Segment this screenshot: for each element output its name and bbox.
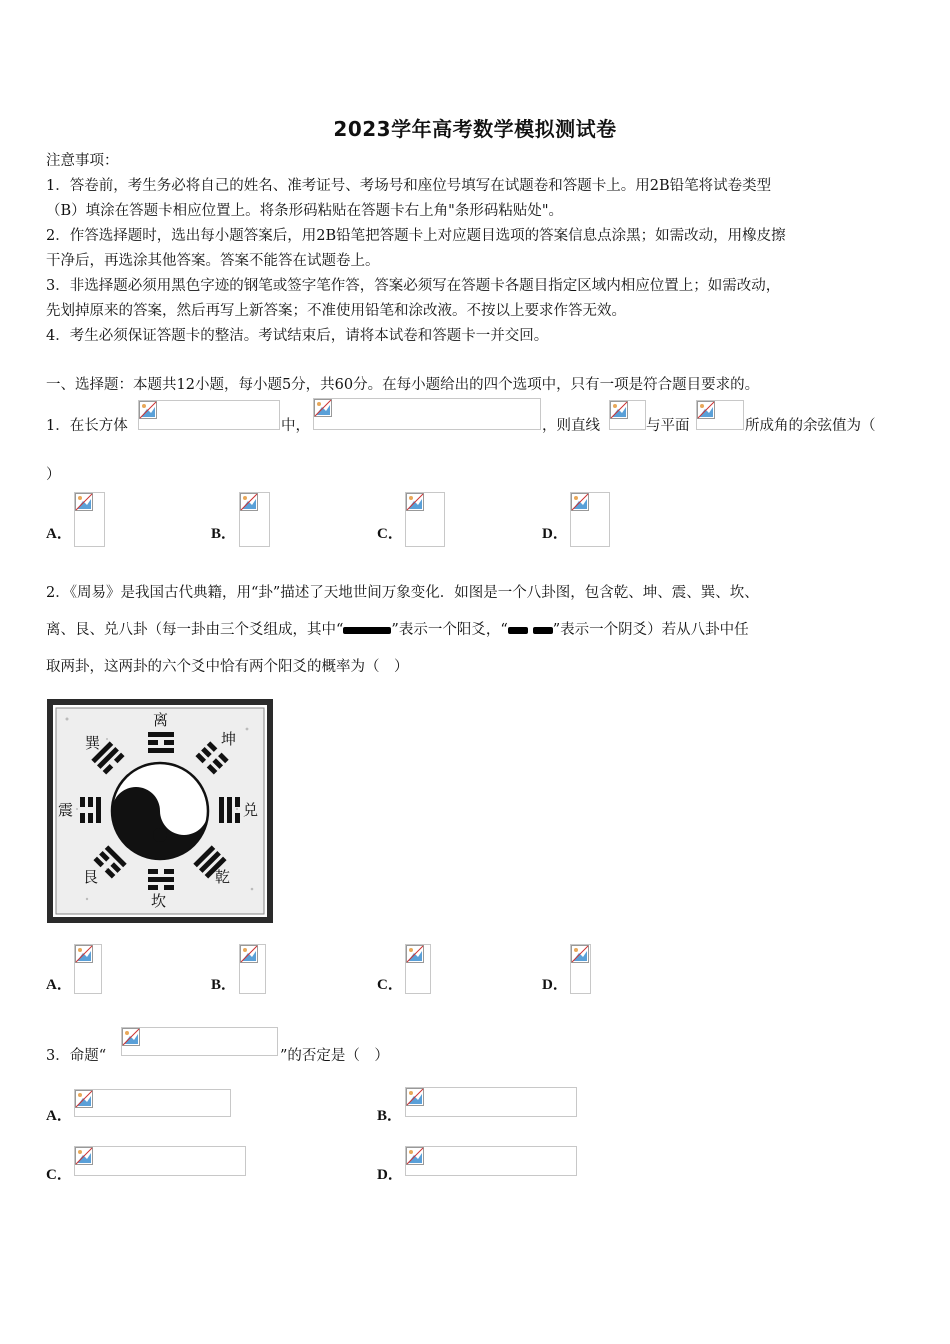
trigram-dui-label: 兑 <box>243 801 259 819</box>
q2-line-2 <box>46 618 749 639</box>
q1-option-b[interactable] <box>239 492 270 547</box>
q3-text-1: 3．命题“ <box>46 1048 107 1064</box>
q1-option-c[interactable] <box>405 492 445 547</box>
notice-line-7: 4．考生必须保证答题卡的整洁。考试结束后，请将本试卷和答题卡一并交回。 <box>46 328 549 344</box>
q1-formula-2 <box>313 398 541 430</box>
broken-image-icon <box>122 1028 140 1046</box>
broken-image-icon <box>406 1088 424 1106</box>
q3-option-c-label: C． <box>46 1167 72 1183</box>
q3-formula <box>121 1027 278 1056</box>
q1-option-d[interactable] <box>570 492 610 547</box>
q1-text-6: ） <box>46 467 61 483</box>
q1-option-b-label: B． <box>211 526 237 542</box>
trigram-qian-label: 乾 <box>215 868 231 886</box>
q1-formula-4 <box>696 400 744 430</box>
q1-formula-1 <box>138 400 280 430</box>
notice-line-2: （B）填涂在答题卡相应位置上。将条形码粘贴在答题卡右上角"条形码粘贴处"。 <box>46 203 563 219</box>
yin-line-left <box>508 627 528 634</box>
broken-image-icon <box>75 493 93 511</box>
q2-line-1: 2．《周易》是我国古代典籍，用“卦”描述了天地世间万象变化．如图是一个八卦图，包含乾、坤、震、巽、坎、 <box>46 585 759 601</box>
notice-heading: 注意事项： <box>46 153 119 169</box>
q1-formula-3 <box>609 400 646 430</box>
broken-image-icon <box>406 1147 424 1165</box>
trigram-kan-label: 坎 <box>151 892 167 910</box>
q2-option-a-label: A． <box>46 977 72 993</box>
q2-option-a[interactable] <box>74 944 102 994</box>
trigram-kun-label: 坤 <box>221 730 237 748</box>
q3-text-2: ”的否定是（ ） <box>280 1048 389 1064</box>
broken-image-icon <box>314 399 332 417</box>
notice-line-5: 3．非选择题必须用黑色字迹的钢笔或签字笔作答，答案必须写在答题卡各题目指定区域内相应位置上；如需改动， <box>46 278 781 294</box>
trigram-li-label: 离 <box>153 711 169 729</box>
broken-image-icon <box>75 1090 93 1108</box>
q3-option-d[interactable] <box>405 1146 577 1176</box>
broken-image-icon <box>610 401 628 419</box>
q1-text-5: 所成角的余弦值为（ <box>745 418 876 434</box>
q3-option-b-label: B． <box>377 1108 403 1124</box>
q2-option-b-label: B． <box>211 977 237 993</box>
yang-line-symbol <box>343 627 391 634</box>
yin-yang-symbol <box>112 763 208 859</box>
q1-option-c-label: C． <box>377 526 403 542</box>
q1-option-a-label: A． <box>46 526 72 542</box>
broken-image-icon <box>406 945 424 963</box>
yin-line-right <box>533 627 553 634</box>
q1-text-1: 1．在长方体 <box>46 418 128 434</box>
q1-text-2: 中， <box>281 418 310 434</box>
broken-image-icon <box>571 945 589 963</box>
trigram-zhen-label: 震 <box>58 801 74 819</box>
notice-line-6: 先划掉原来的答案，然后再写上新答案；不准使用铅笔和涂改液。不按以上要求作答无效。 <box>46 303 626 319</box>
section-heading: 一、选择题：本题共12小题，每小题5分，共60分。在每小题给出的四个选项中，只有一项是符合题目要求的。 <box>46 377 760 393</box>
broken-image-icon <box>240 945 258 963</box>
q3-option-a-label: A． <box>46 1108 72 1124</box>
q1-option-a[interactable] <box>74 492 105 547</box>
q2-line-2b: ”表示一个阳爻，“ <box>391 622 508 638</box>
notice-line-3: 2．作答选择题时，选出每小题答案后，用2B铅笔把答题卡上对应题目选项的答案信息点涂黑；如需改动，用橡皮擦 <box>46 228 786 244</box>
q2-line-3: 取两卦，这两卦的六个爻中恰有两个阳爻的概率为（ ） <box>46 659 409 675</box>
broken-image-icon <box>75 945 93 963</box>
notice-line-4: 干净后，再选涂其他答案。答案不能答在试题卷上。 <box>46 253 380 269</box>
q2-line-2a: 离、艮、兑八卦（每一卦由三个爻组成，其中“ <box>46 622 344 638</box>
broken-image-icon <box>406 493 424 511</box>
notice-line-1: 1．答卷前，考生务必将自己的姓名、准考证号、考场号和座位号填写在试题卷和答题卡上。用2B铅笔将试卷类型 <box>46 178 772 194</box>
broken-image-icon <box>697 401 715 419</box>
q1-option-d-label: D． <box>542 526 568 542</box>
trigram-gen-label: 艮 <box>83 868 99 886</box>
q2-option-d-label: D． <box>542 977 568 993</box>
q1-text-4: 与平面 <box>646 418 690 434</box>
q2-option-c-label: C． <box>377 977 403 993</box>
q1-text-3: ，则直线 <box>542 418 600 434</box>
broken-image-icon <box>75 1147 93 1165</box>
q3-option-d-label: D． <box>377 1167 403 1183</box>
q3-option-c[interactable] <box>74 1146 246 1176</box>
page-title: 2023学年高考数学模拟测试卷 <box>333 117 617 141</box>
broken-image-icon <box>139 401 157 419</box>
q2-option-c[interactable] <box>405 944 431 994</box>
q2-option-b[interactable] <box>239 944 266 994</box>
q2-option-d[interactable] <box>570 944 591 994</box>
bagua-figure <box>47 699 273 923</box>
q3-option-b[interactable] <box>405 1087 577 1117</box>
broken-image-icon <box>240 493 258 511</box>
trigram-xun-label: 巽 <box>85 734 101 752</box>
q2-line-2c: ”表示一个阴爻）若从八卦中任 <box>552 622 749 638</box>
broken-image-icon <box>571 493 589 511</box>
q3-option-a[interactable] <box>74 1089 231 1117</box>
